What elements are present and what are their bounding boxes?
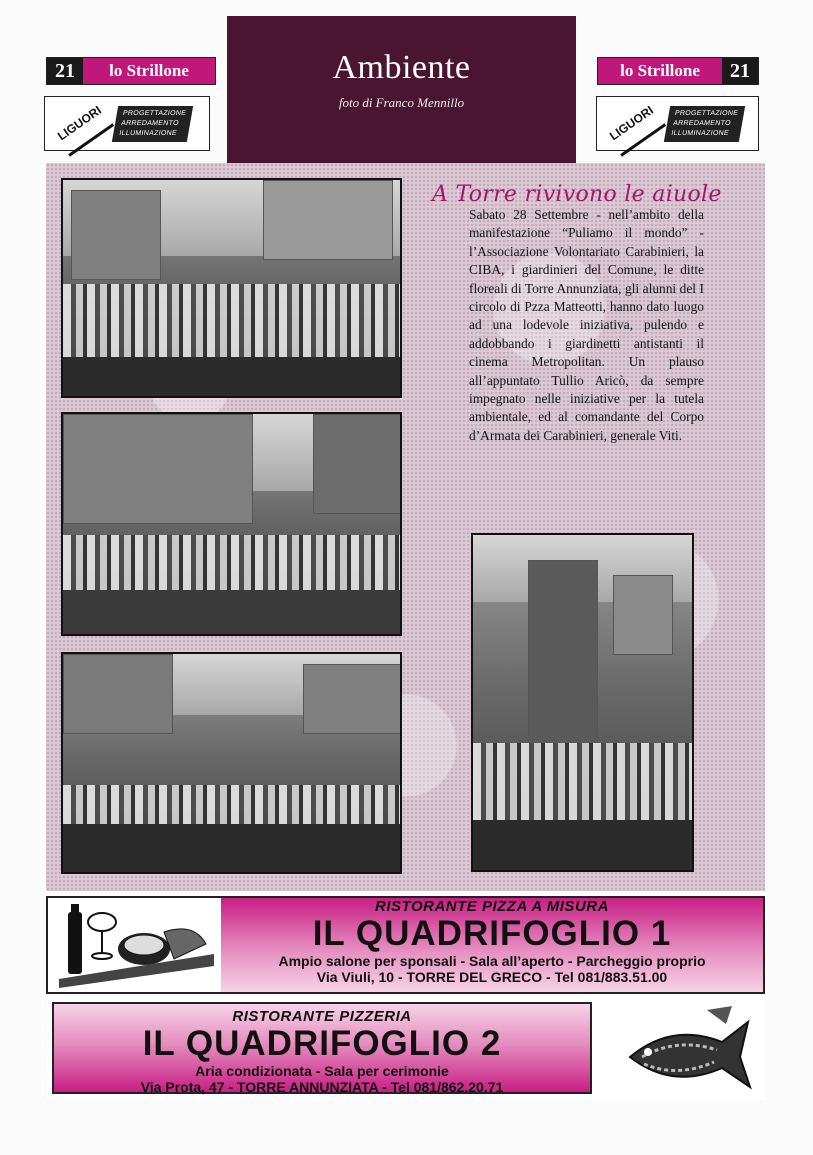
- ad2-address: Via Prota, 47 - TORRE ANNUNZIATA - Tel 081/862.20.71: [140, 1079, 504, 1095]
- article-title: A Torre rivivono le aiuole: [432, 182, 722, 207]
- page-tab-left: [46, 57, 216, 85]
- photo-crowd-garden: [61, 178, 402, 398]
- ad1-address: Via Viuli, 10 - TORRE DEL GRECO - Tel 081/883.51.00: [316, 969, 668, 985]
- page-number-right: 21: [722, 58, 758, 84]
- sponsor-line: ARREDAMENTO: [120, 119, 180, 127]
- ad1-restaurant-name: IL QUADRIFOGLIO 1: [312, 914, 672, 953]
- photo-street-gardening: [61, 652, 402, 874]
- ad2-features: Aria condizionata - Sala per cerimonie: [195, 1063, 449, 1079]
- section-tab-right: lo Strillone: [598, 58, 722, 84]
- section-tab-left: lo Strillone: [83, 58, 215, 84]
- article-body: Sabato 28 Settembre - nell’ambito della manifestazione “Puliamo il mondo” - l’Associazione Volontariato Carabinieri, la CIBA, i giardinieri del Comune, le ditte floreali di Torre Annunziata, gli alunni del I circolo di Pzza Matteotti, hanno dato luogo ad una lodevole iniziativa, pulendo e addobbando i giardinetti antistanti il cinema Metropolitan. Un plauso all’appuntato Tullio Aricò, da sempre impegnato nelle iniziative per la tutela ambientale, ed al comandante del Corpo d’Armata dei Carabinieri, generale Viti.: [469, 207, 704, 443]
- sponsor-line: PROGETTAZIONE: [122, 109, 187, 117]
- section-title: Ambiente: [332, 49, 471, 86]
- ad2-banner: [52, 1002, 592, 1094]
- ad1-features: Ampio salone per sponsali - Sala all’aperto - Parcheggio proprio: [278, 953, 706, 969]
- page-tab-right: [597, 57, 759, 85]
- wine-bread-icon: [54, 904, 216, 988]
- liguori-logo-icon: LIGUORI: [46, 91, 114, 156]
- ad-quadrifoglio-2: [46, 996, 765, 1100]
- ad2-restaurant-name: IL QUADRIFOGLIO 2: [142, 1024, 502, 1063]
- photo-credit: foto di Franco Mennillo: [338, 95, 465, 110]
- sponsor-line: ARREDAMENTO: [672, 119, 732, 127]
- ad2-kicker: RISTORANTE PIZZERIA: [232, 1008, 412, 1025]
- ad1-kicker: RISTORANTE PIZZA A MISURA: [375, 898, 609, 915]
- section-title-block: [227, 16, 576, 163]
- sponsor-logo-right: [596, 96, 759, 151]
- liguori-logo-icon: LIGUORI: [598, 91, 666, 156]
- sponsor-services: [664, 106, 746, 142]
- ad-quadrifoglio-1: [46, 896, 765, 994]
- sponsor-line: ILLUMINAZIONE: [670, 129, 730, 137]
- ad1-banner: [221, 898, 763, 992]
- sponsor-line: ILLUMINAZIONE: [118, 129, 178, 137]
- page-number-left: 21: [47, 58, 83, 84]
- sponsor-line: PROGETTAZIONE: [674, 109, 739, 117]
- sponsor-logo-left: [44, 96, 210, 151]
- photo-planting-children: [61, 412, 402, 636]
- photo-children-near-tram: [471, 533, 694, 872]
- sponsor-services: [112, 106, 194, 142]
- fish-icon: [622, 1002, 754, 1094]
